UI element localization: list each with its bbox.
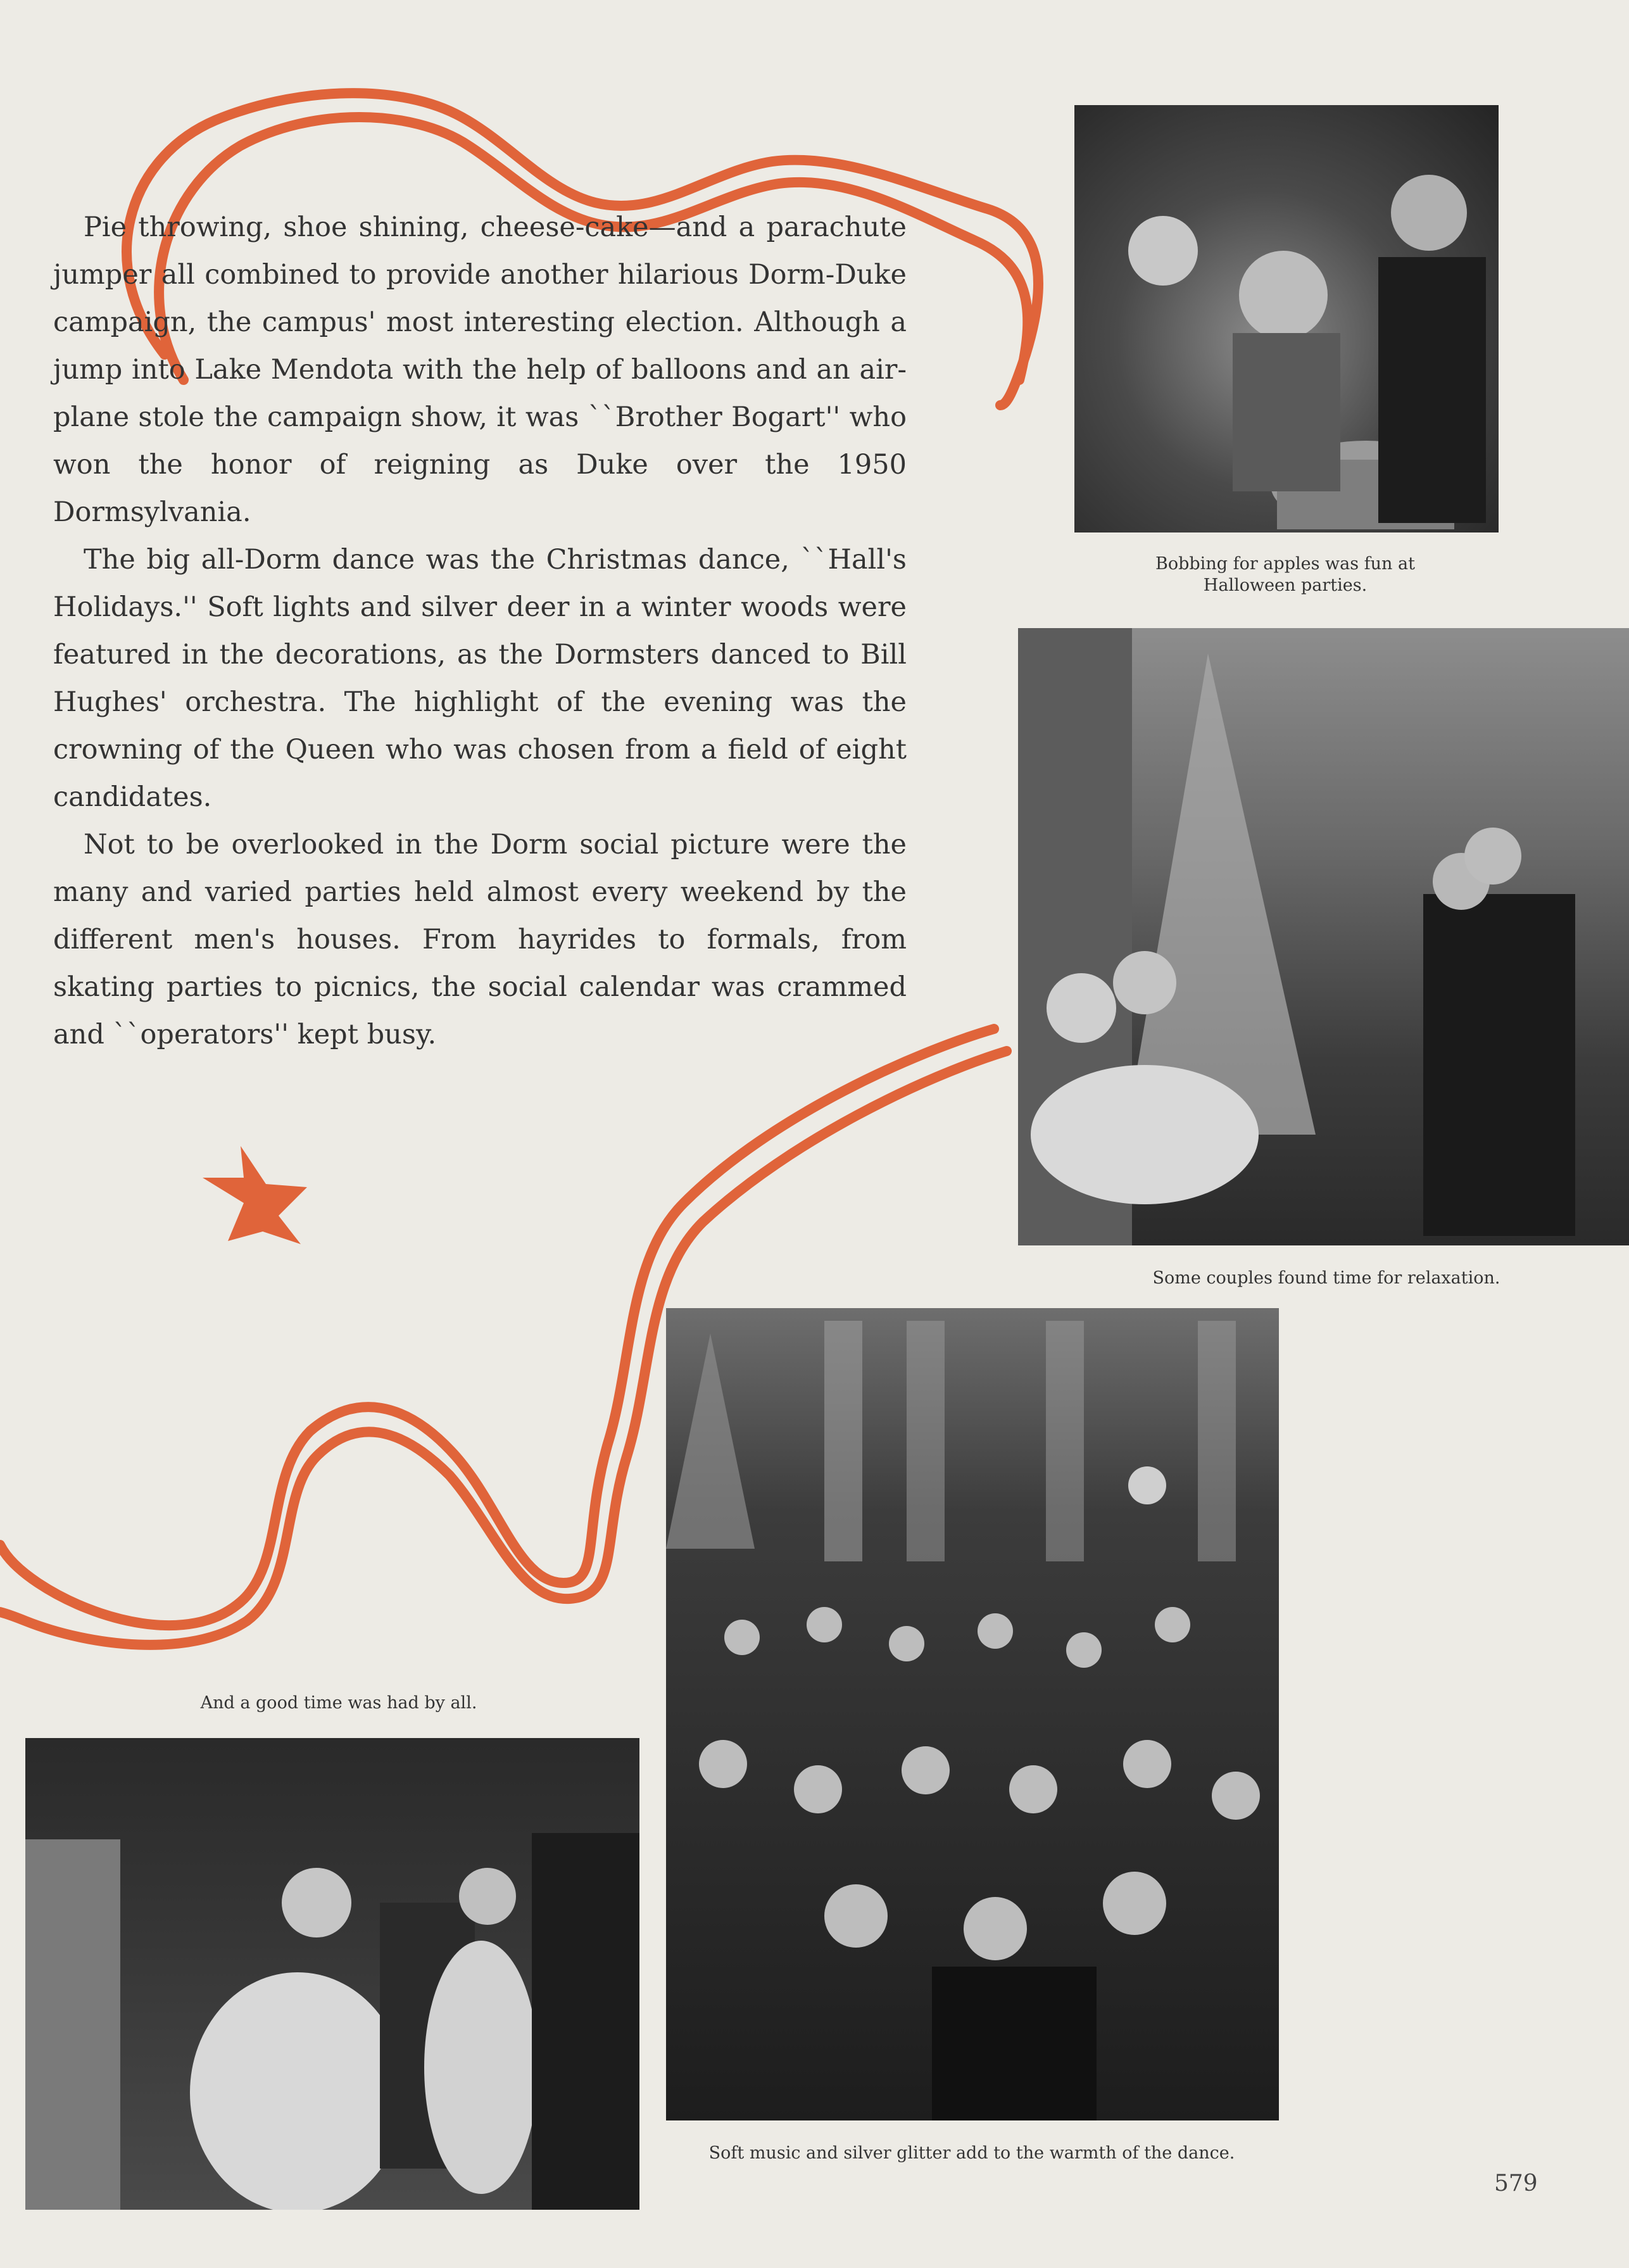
paragraph-mens-houses: Not to be overlooked in the Dorm social picture were the many and varied parties held almost every weekend by the different men's houses. From hayrides to formals, from skating parties to picnics, the social calendar was crammed and ``operators'' kept busy. <box>53 829 907 1050</box>
photo-good-time <box>25 1738 639 2210</box>
apple-bobbing-scene <box>1074 105 1499 532</box>
paragraph-duke-campaign: Pie throwing, shoe shining, cheese-cake—and a parachute jumper all combined to provide another hilarious Dorm-Duke campaign, the campus' most interesting election. Although a jump into Lake Mendota with the help of balloons and an air-plane stole the campaign show, it was ``Brother Bogart'' who won the honor of reigning as Duke over the 1950 Dormsylvania. <box>53 211 907 528</box>
caption-apples: Bobbing for apples was fun at Halloween parties. <box>1155 554 1415 595</box>
photo-bobbing-apples <box>1074 105 1499 532</box>
star-icon <box>203 1146 307 1244</box>
paragraph-christmas-dance: The big all-Dorm dance was the Christmas dance, ``Hall's Holidays.'' Soft lights and silver deer in a winter woods were featured in the decorations, as the Dormsters danced to Bill Hughes' orchestra. The highlight of the evening was the crowning of the Queen who was chosen from a field of eight candidates. <box>53 544 907 813</box>
page-number: 579 <box>1494 2170 1538 2196</box>
photo-relaxation <box>1018 628 1629 1245</box>
photo-dance-floor <box>666 1308 1279 2120</box>
caption-relaxation: Some couples found time for relaxation. <box>1152 1268 1500 1288</box>
christmas-tree-scene <box>1018 628 1629 1245</box>
crowd-dancing-scene <box>666 1308 1279 2120</box>
article-body <box>53 204 907 1059</box>
couples-dancing-scene <box>25 1738 639 2210</box>
caption-good-time: And a good time was had by all. <box>200 1693 477 1713</box>
caption-dance: Soft music and silver glitter add to the warmth of the dance. <box>708 2143 1235 2163</box>
